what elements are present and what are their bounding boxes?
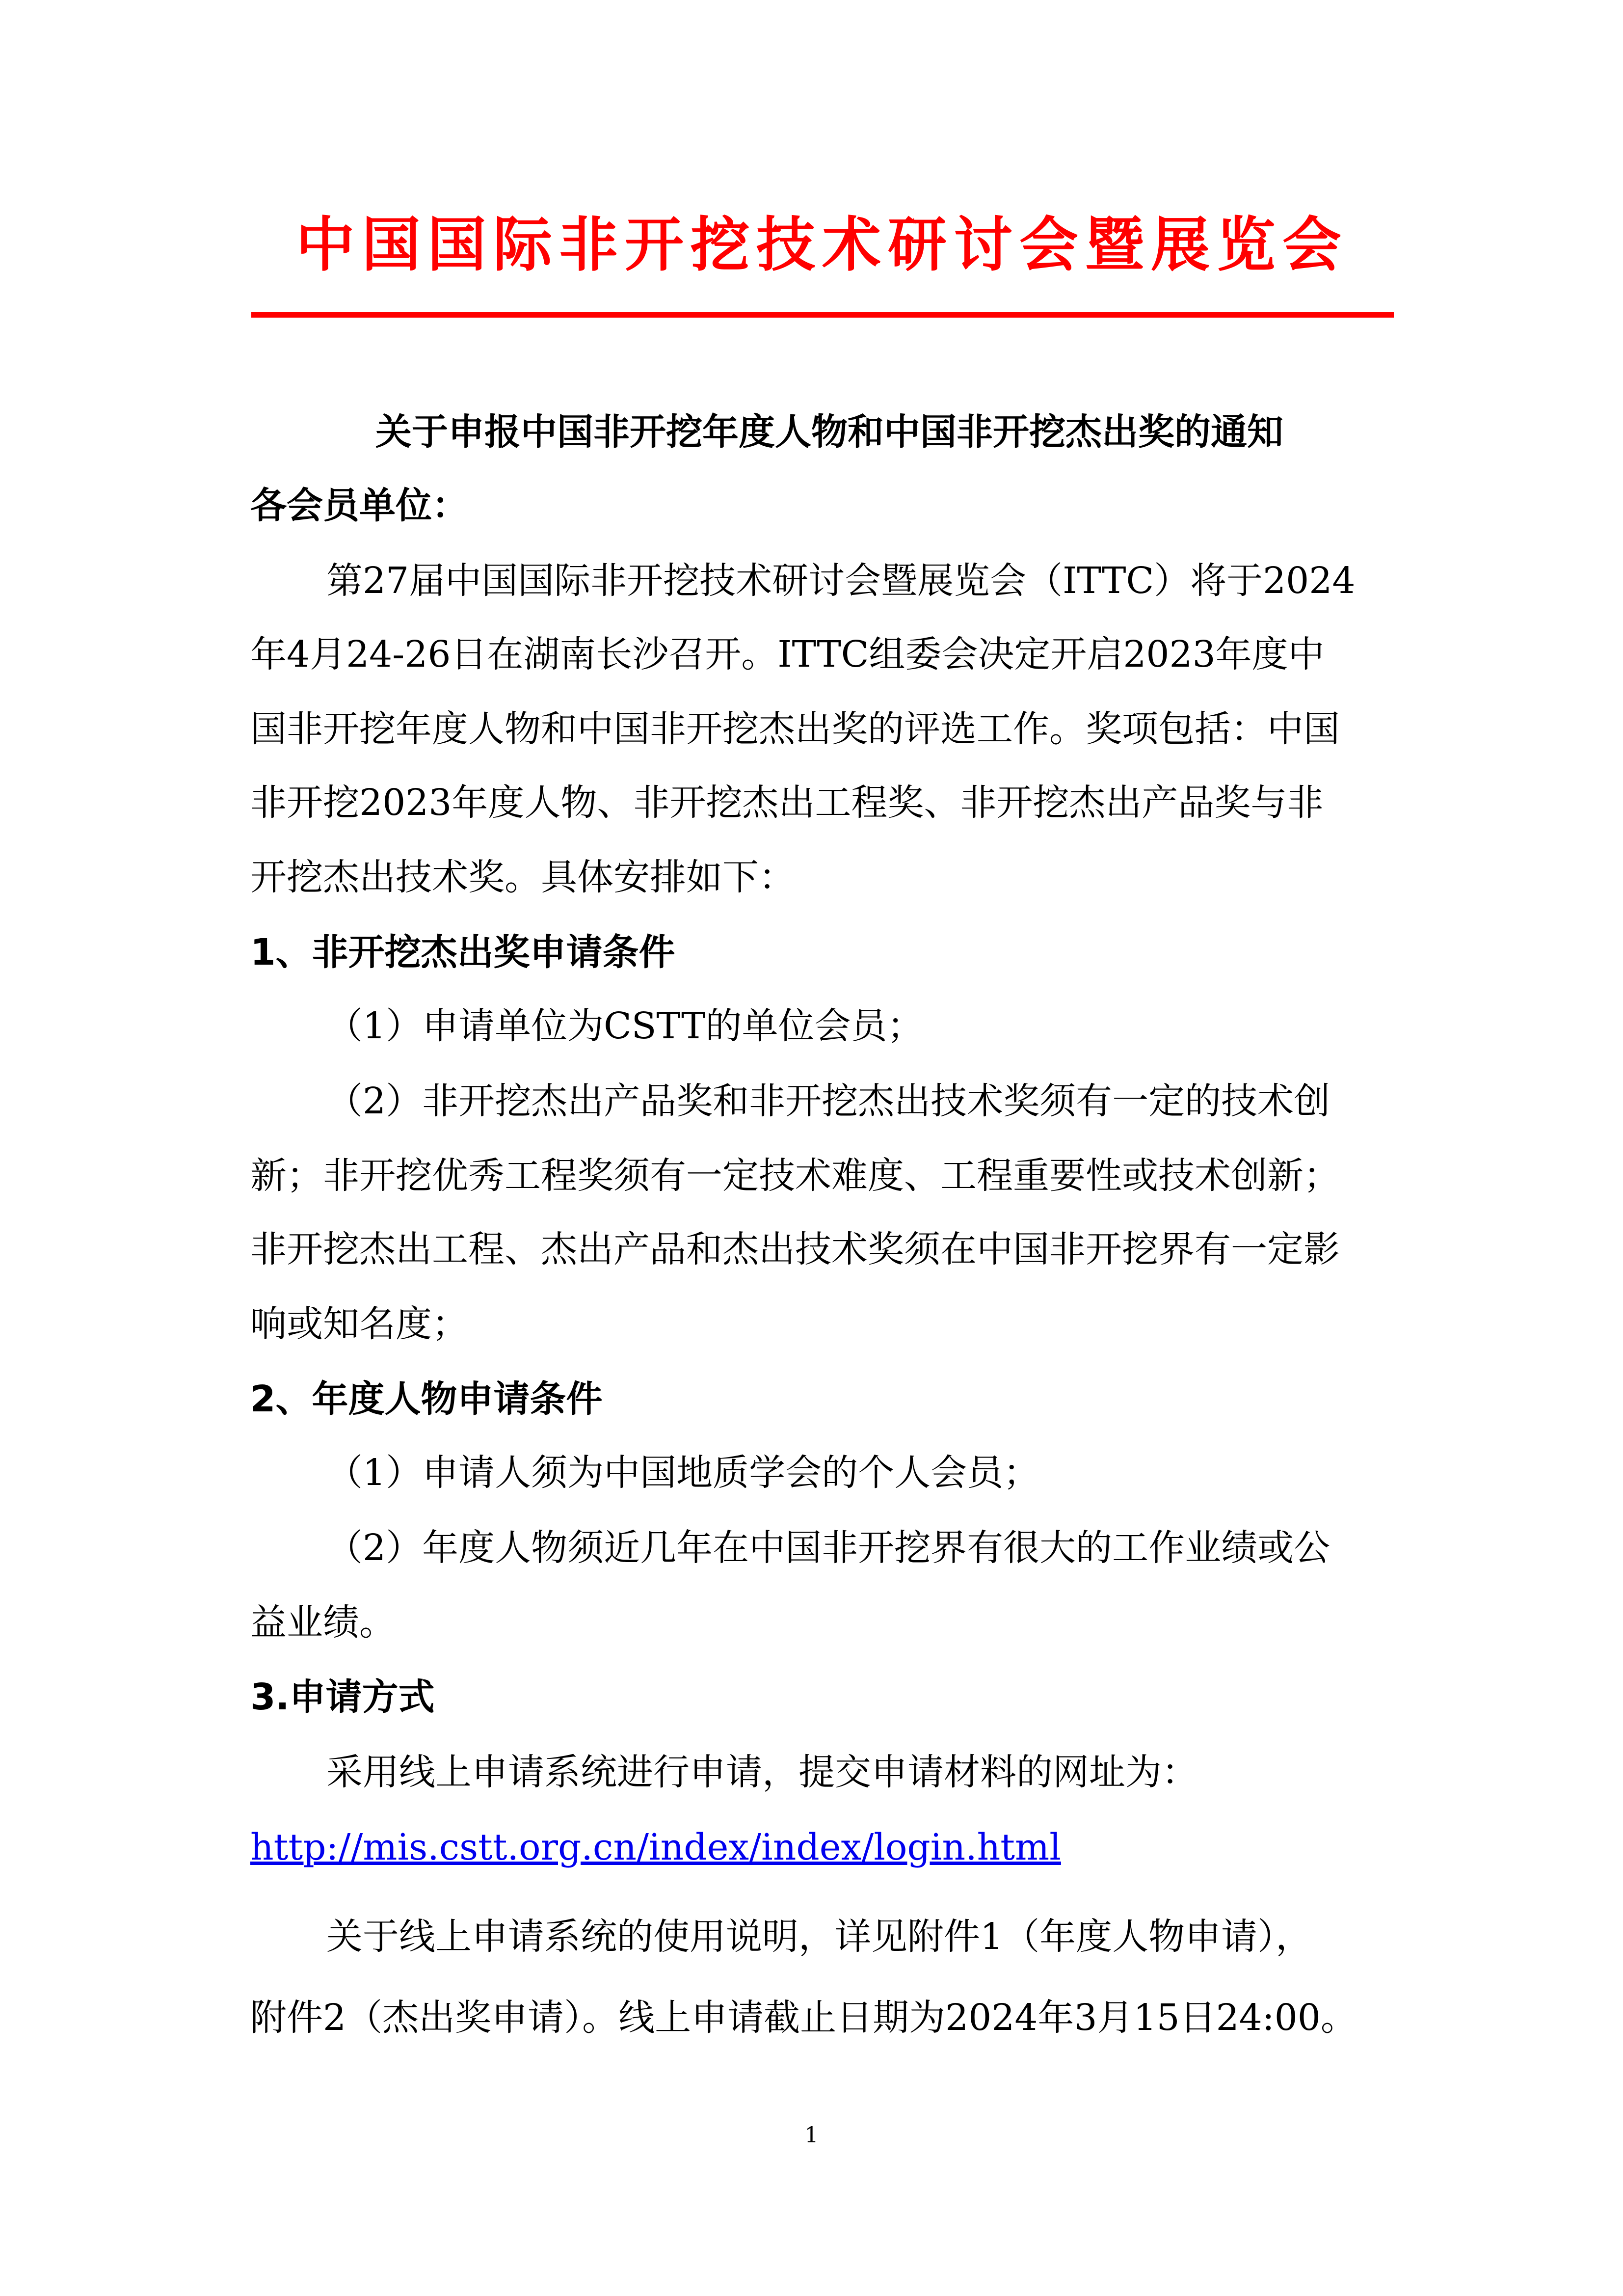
intro-line: 开挖杰出技术奖。具体安排如下：: [250, 856, 795, 898]
header-divider: [251, 312, 1394, 318]
section3-line: 关于线上申请系统的使用说明，详见附件1（年度人物申请），: [326, 1916, 1312, 1958]
notice-title: 关于申报中国非开挖年度人物和中国非开挖杰出奖的通知: [375, 411, 1283, 453]
section2-item2-line: （2）年度人物须近几年在中国非开挖界有很大的工作业绩或公: [326, 1527, 1330, 1569]
intro-line: 年4月24-26日在湖南长沙召开。ITTC组委会决定开启2023年度中: [250, 633, 1325, 675]
section2-heading: 2、年度人物申请条件: [250, 1378, 603, 1420]
page-header-title: 中国国际非开挖技术研讨会暨展览会: [296, 211, 1348, 279]
salutation: 各会员单位：: [250, 485, 468, 527]
section1-item2-line: 非开挖杰出工程、杰出产品和杰出技术奖须在中国非开挖界有一定影: [250, 1228, 1340, 1270]
intro-line: 非开挖2023年度人物、非开挖杰出工程奖、非开挖杰出产品奖与非: [250, 782, 1324, 824]
section2-item2-line: 益业绩。: [250, 1601, 396, 1644]
application-url-link[interactable]: http://mis.cstt.org.cn/index/index/login.html: [250, 1826, 1061, 1868]
section3-line: 采用线上申请系统进行申请，提交申请材料的网址为：: [326, 1751, 1198, 1793]
section3-line: 附件2（杰出奖申请）。线上申请截止日期为2024年3月15日24:00。: [250, 1997, 1357, 2039]
section1-heading: 1、非开挖杰出奖申请条件: [250, 931, 675, 973]
intro-line: 第27届中国国际非开挖技术研讨会暨展览会（ITTC）将于2024: [326, 560, 1356, 602]
section1-item2-line: （2）非开挖杰出产品奖和非开挖杰出技术奖须有一定的技术创: [326, 1080, 1330, 1122]
section1-item1: （1）申请单位为CSTT的单位会员；: [326, 1005, 924, 1047]
intro-line: 国非开挖年度人物和中国非开挖杰出奖的评选工作。奖项包括：中国: [250, 708, 1340, 750]
page-number: 1: [804, 2123, 819, 2148]
section3-heading: 3.申请方式: [250, 1676, 435, 1718]
section1-item2-line: 响或知名度；: [250, 1303, 468, 1345]
section1-item2-line: 新；非开挖优秀工程奖须有一定技术难度、工程重要性或技术创新；: [250, 1155, 1340, 1197]
section2-item1: （1）申请人须为中国地质学会的个人会员；: [326, 1452, 1040, 1494]
